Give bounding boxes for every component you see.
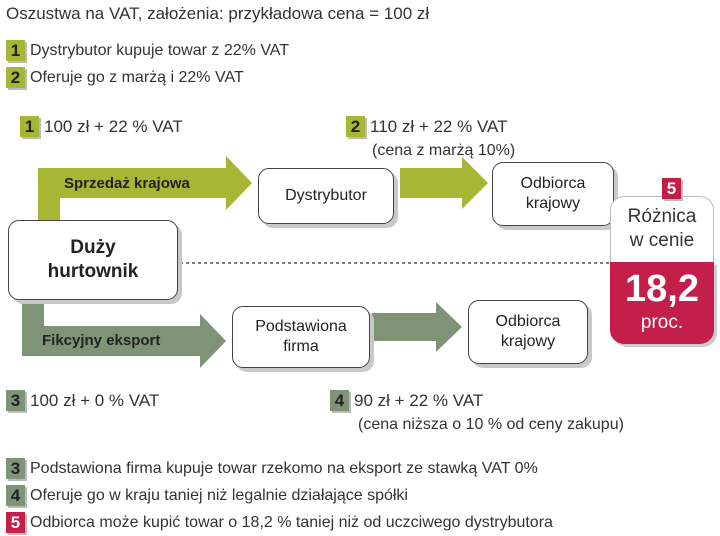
top-step-1-text: 100 zł + 22 % VAT [44,116,183,136]
bottom-step-3 [6,390,159,411]
buyer-bottom-line-1: Odbiorca [495,313,561,330]
step-badge-1: 1 [6,40,25,61]
step-badge-4: 4 [6,485,25,506]
difference-unit: proc. [640,312,684,333]
bottom-step-4-note: (cena niższa o 10 % od ceny zakupu) [358,416,624,433]
step-badge-3: 3 [6,458,25,479]
outro-step-5 [6,512,553,533]
intro-step-1-text: Dystrybutor kupuje towar z 22% VAT [30,41,290,59]
buyer-top-node [492,162,614,226]
bottom-step-3-text: 100 zł + 0 % VAT [30,390,160,410]
front-company-node [232,306,370,368]
wholesaler-line-1: Duży [70,237,116,259]
front-company-line-2: firma [283,338,319,355]
buyer-top-line-2: krajowy [525,195,581,212]
difference-value: 18,2 [625,268,699,310]
step-badge-5-diagram: 5 [662,178,681,199]
top-step-2-text: 110 zł + 22 % VAT [370,116,508,136]
outro-step-4-text: Oferuje go w kraju taniej niż legalnie działające spółki [30,486,408,504]
buyer-bottom-line-2: krajowy [500,333,556,350]
domestic-sale-label: Sprzedaż krajowa [64,175,190,192]
distributor-node [258,168,394,224]
step-badge-1-top: 1 [20,116,39,137]
outro-step-3 [6,458,538,479]
distributor-to-buyer-arrow [400,157,488,209]
step-badge-4-bottom: 4 [330,390,349,411]
outro-step-4 [6,485,408,506]
difference-label-line-1: Różnica [627,206,697,227]
fake-export-label: Fikcyjny eksport [42,332,161,349]
outro-step-5-text: Odbiorca może kupić towar o 18,2 % taniej niż od uczciwego dystrybutora [30,513,553,531]
buyer-bottom-node [468,300,588,364]
page-title: Oszustwa na VAT, założenia: przykładowa cena = 100 zł [6,4,430,23]
step-badge-2-top: 2 [346,116,365,137]
step-badge-3-bottom: 3 [6,390,25,411]
top-step-2-note: (cena z marżą 10%) [372,142,516,159]
distributor-label: Dystrybutor [285,187,367,204]
front-to-buyer-arrow [372,302,462,352]
wholesaler-line-2: hurtownik [47,261,139,282]
difference-label-line-2: w cenie [629,229,695,251]
buyer-top-line-1: Odbiorca [520,175,586,192]
outro-step-3-text: Podstawiona firma kupuje towar rzekomo na eksport ze stawką VAT 0% [30,459,538,477]
difference-value-box [610,262,714,344]
difference-label-box [610,196,714,262]
wholesaler-node [8,220,178,300]
top-step-1 [20,116,183,137]
front-company-line-1: Podstawiona [255,318,347,335]
bottom-step-4-text: 90 zł + 22 % VAT [354,390,484,410]
step-badge-2: 2 [6,67,25,88]
bottom-step-4 [330,390,483,411]
intro-step-2-text: Oferuje go z marżą i 22% VAT [30,68,244,86]
step-badge-5: 5 [6,512,25,533]
top-step-2 [346,116,508,137]
